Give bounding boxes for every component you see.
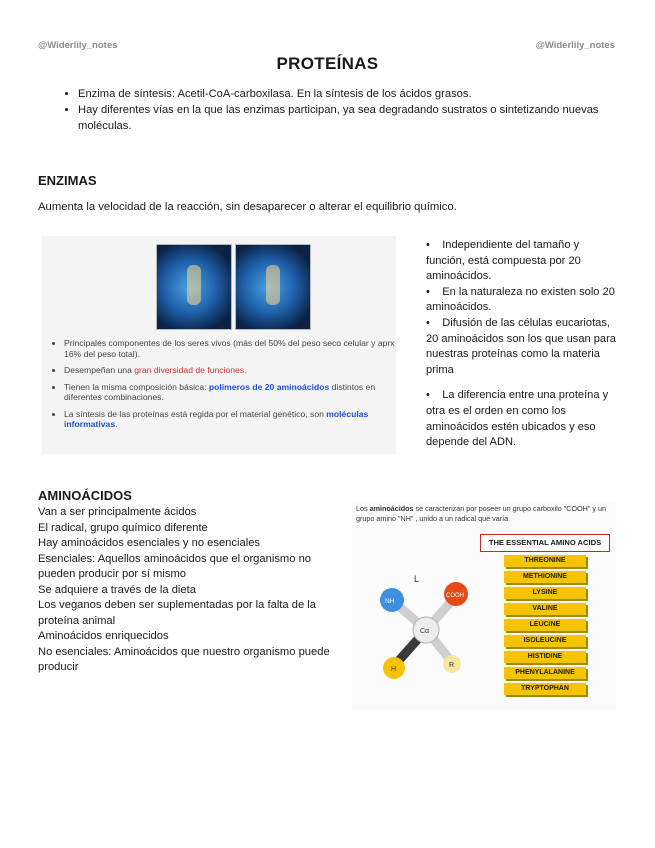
amino-acid-molecule-diagram — [352, 542, 480, 708]
figure-bullet — [64, 409, 404, 430]
enzyme-figure — [42, 236, 396, 454]
enzimas-description: Aumenta la velocidad de la reacción, sin desaparecer o alterar el equilibrio químico. — [38, 201, 457, 213]
aminoacidos-line: No esenciales: Aminoácidos que nuestro organismo puede producir — [38, 645, 330, 673]
label-l: L — [414, 574, 420, 584]
intro-bullet-list — [58, 86, 638, 134]
figure-bullet-highlight: moléculas informativas — [64, 408, 369, 429]
figure-bullet-text: La síntesis de las proteínas está regida por el material genético, son — [64, 408, 327, 419]
enzyme-structure-image-left — [156, 244, 232, 330]
aminoacidos-heading: AMINOÁCIDOS — [38, 488, 132, 503]
caption-text: se caracterizan por poseer un grupo carboxilo "COOH" y un grupo amino "NH" , unido a un radical que varía — [356, 504, 607, 523]
enzimas-heading: ENZIMAS — [38, 173, 97, 188]
caption-bold: aminoácidos — [369, 504, 414, 513]
essential-amino-acid: ISOLEUCINE — [504, 635, 586, 647]
enzimas-note: • En la naturaleza no existen solo 20 aminoácidos. — [426, 285, 615, 314]
amino-figure-caption — [356, 504, 612, 524]
aminoacidos-lines — [38, 505, 348, 676]
figure-bullet — [64, 365, 404, 376]
essential-amino-acid: HISTIDINE — [504, 651, 586, 663]
essential-amino-acid: PHENYLALANINE — [504, 667, 586, 679]
watermark-right: @Widerlily_notes — [535, 40, 615, 51]
intro-bullet: • Enzima de síntesis: Acetil-CoA-carboxilasa. En la síntesis de los ácidos grasos. — [78, 86, 638, 102]
label-calpha: Cα — [420, 628, 430, 635]
label-h: H — [391, 666, 397, 673]
intro-bullet: • Hay diferentes vías en la que las enzimas participan, ya sea degradando sustratos o sintetizando nuevas moléculas. — [78, 102, 638, 134]
essential-amino-acids-title: THE ESSENTIAL AMINO ACIDS — [480, 534, 610, 552]
enzimas-notes — [406, 238, 618, 451]
essential-amino-acid: VALINE — [504, 603, 586, 615]
enzimas-note: • Independiente del tamaño y función, está compuesta por 20 aminoácidos. — [426, 239, 581, 283]
aminoacidos-line: Se adquiere a través de la dieta — [38, 583, 196, 596]
figure-bullet-text: . — [115, 419, 118, 429]
figure-bullet-highlight: polimeros de 20 aminoácidos — [208, 381, 330, 392]
figure-bullet-highlight: gran diversidad de funciones. — [134, 365, 247, 375]
page-title: PROTEÍNAS — [276, 54, 379, 73]
figure-bullet-text: Tienen la misma composición básica: — [64, 381, 209, 392]
aminoacidos-line: Hay aminoácidos esenciales y no esenciales — [38, 537, 261, 549]
figure-bullet — [64, 382, 404, 403]
essential-amino-acid: THREONINE — [504, 555, 586, 567]
enzimas-note-text: En la naturaleza no existen solo 20 aminoácidos. — [426, 285, 615, 314]
essential-amino-acid: LYSINE — [504, 587, 586, 599]
enzimas-note-text: Difusión de las células eucariotas, 20 aminoácidos son los que usan para nuestras proteínas como la materia prima — [426, 316, 616, 376]
enzyme-structure-image-right — [235, 244, 311, 330]
enzyme-figure-bullets — [48, 338, 404, 436]
enzimas-note: • Difusión de las células eucariotas, 20 aminoácidos son los que usan para nuestras proteínas como la materia prima — [426, 316, 616, 376]
essential-amino-acid: TRYPTOPHAN — [504, 683, 586, 695]
watermark-left: @Widerlily_notes — [38, 40, 118, 51]
figure-bullet-text: Desempeñan una — [64, 365, 135, 375]
enzimas-note-text: La diferencia entre una proteína y otra es el orden en como los aminoácidos estén ubicados y eso depende del ADN. — [426, 389, 609, 449]
essential-amino-acid: LEUCINE — [504, 619, 586, 631]
aminoacidos-line: El radical, grupo químico diferente — [38, 521, 208, 534]
aminoacidos-line: Esenciales: Aquellos aminoácidos que el organismo no pueden producir por sí mismo — [38, 552, 312, 580]
aminoacidos-line: Los veganos deben ser suplementadas por la falta de la proteína animal — [38, 599, 317, 627]
enzimas-note-text: Independiente del tamaño y función, está compuesta por 20 aminoácidos. — [426, 239, 581, 283]
enzimas-note: • La diferencia entre una proteína y otra es el orden en como los aminoácidos estén ubicados y eso depende del ADN. — [426, 389, 609, 449]
caption-text: Los — [356, 504, 370, 513]
essential-amino-acid: METHIONINE — [504, 571, 586, 583]
label-r: R — [449, 662, 455, 669]
aminoacidos-line: Van a ser principalmente ácidos — [38, 506, 197, 518]
figure-bullet — [64, 338, 404, 359]
figure-bullet-text: distintos en diferentes combinaciones. — [64, 381, 376, 402]
aminoacidos-line: Aminoácidos enriquecidos — [38, 630, 169, 642]
label-cooh: COOH — [446, 593, 464, 599]
figure-bullet-text: Principales componentes de los seres vivos (más del 50% del peso seco celular y aprx 16% del peso total). — [64, 338, 395, 359]
label-nh: NH — [385, 598, 395, 605]
amino-acid-figure — [352, 502, 616, 710]
